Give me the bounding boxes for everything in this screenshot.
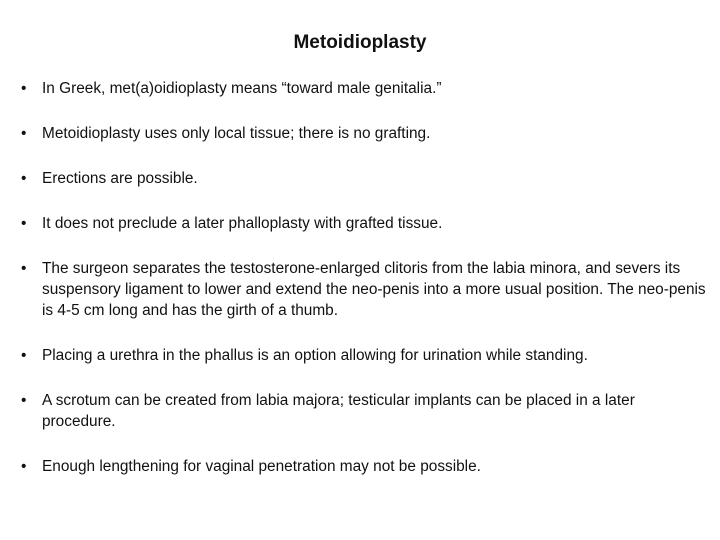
bullet-item: • A scrotum can be created from labia majora; testicular implants can be placed in a later procedure. <box>20 390 712 432</box>
slide-title: Metoidioplasty <box>293 32 427 53</box>
bullet-item: • Placing a urethra in the phallus is an option allowing for urination while standing. <box>20 345 712 366</box>
bullet-list <box>20 78 712 501</box>
bullet-item: • In Greek, met(a)oidioplasty means “toward male genitalia.” <box>20 78 712 99</box>
bullet-item: • The surgeon separates the testosterone-enlarged clitoris from the labia minora, and severs its suspensory ligament to lower and extend the neo-penis into a more usual position. The neo-penis is 4-5 cm long and has the girth of a thumb. <box>20 258 712 321</box>
bullet-item: • Erections are possible. <box>20 168 712 189</box>
bullet-item: • It does not preclude a later phalloplasty with grafted tissue. <box>20 213 712 234</box>
bullet-item: • Metoidioplasty uses only local tissue; there is no grafting. <box>20 123 712 144</box>
bullet-item: • Enough lengthening for vaginal penetration may not be possible. <box>20 456 712 477</box>
